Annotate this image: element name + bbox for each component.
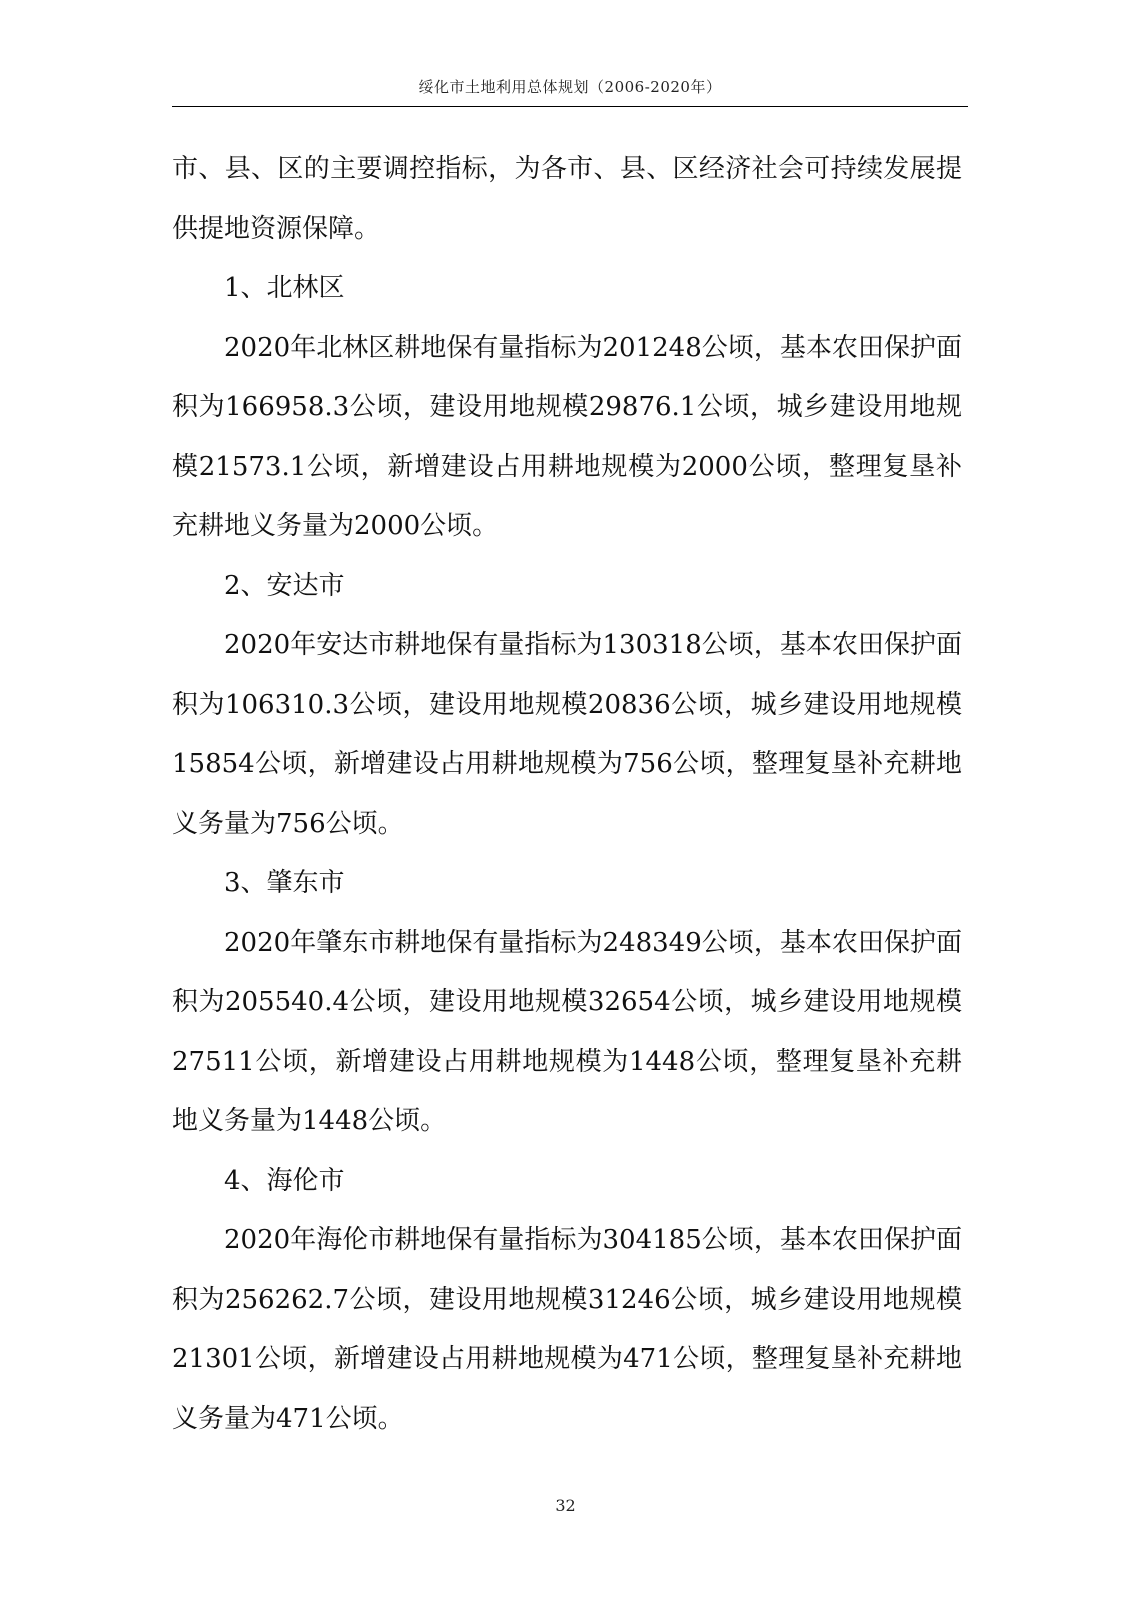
- paragraph-beilin: 2020年北林区耕地保有量指标为201248公顷，基本农田保护面积为166958.3公顷，建设用地规模29876.1公顷，城乡建设用地规模21573.1公顷，新增建设占用耕地规模为2000公顷，整理复垦补充耕地义务量为2000公顷。: [172, 332, 962, 541]
- paragraph-anda: 2020年安达市耕地保有量指标为130318公顷，基本农田保护面积为106310.3公顷，建设用地规模20836公顷，城乡建设用地规模15854公顷，新增建设占用耕地规模为756公顷，整理复垦补充耕地义务量为756公顷。: [172, 630, 962, 839]
- page-number: 32: [555, 1496, 576, 1515]
- section-heading-anda: 2、安达市: [224, 570, 345, 601]
- running-header: 绥化市土地利用总体规划（2006-2020年）: [418, 78, 722, 96]
- paragraph-zhaodong: 2020年肇东市耕地保有量指标为248349公顷，基本农田保护面积为205540.4公顷，建设用地规模32654公顷，城乡建设用地规模27511公顷，新增建设占用耕地规模为1448公顷，整理复垦补充耕地义务量为1448公顷。: [172, 927, 962, 1136]
- document-body: [172, 140, 962, 1449]
- paragraph-hailun: 2020年海伦市耕地保有量指标为304185公顷，基本农田保护面积为256262.7公顷，建设用地规模31246公顷，城乡建设用地规模21301公顷，新增建设占用耕地规模为471公顷，整理复垦补充耕地义务量为471公顷。: [172, 1225, 962, 1434]
- section-heading-beilin: 1、北林区: [224, 273, 345, 303]
- header-rule: [172, 106, 968, 107]
- section-heading-hailun: 4、海伦市: [224, 1165, 345, 1196]
- paragraph-continuation: 市、县、区的主要调控指标，为各市、县、区经济社会可持续发展提供提地资源保障。: [172, 154, 962, 244]
- section-heading-zhaodong: 3、肇东市: [224, 868, 345, 898]
